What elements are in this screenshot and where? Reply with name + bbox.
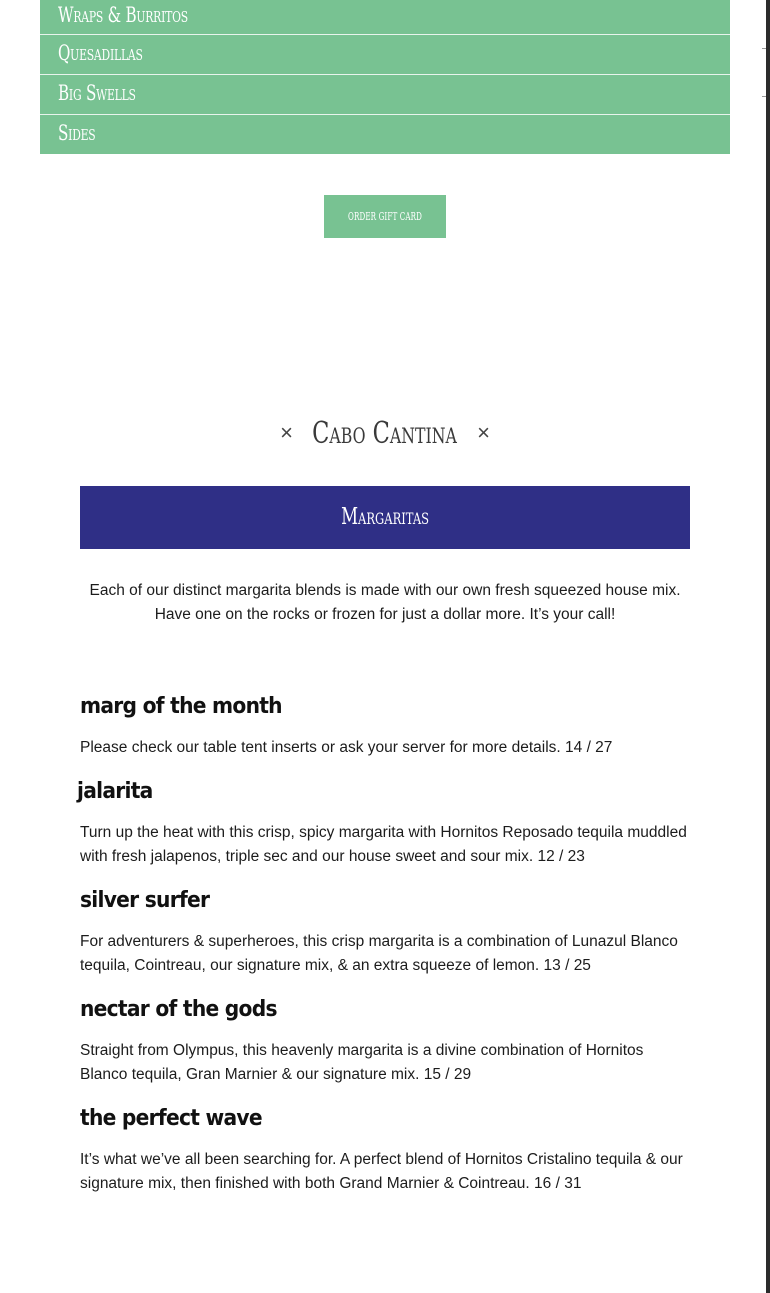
item-name: marg of the month xyxy=(80,694,282,719)
rail-tick xyxy=(762,96,766,97)
page-scrollbar-edge xyxy=(766,0,770,1293)
category-quesadillas[interactable] xyxy=(40,35,730,75)
category-label: Sides xyxy=(58,121,96,145)
item-name: silver surfer xyxy=(80,888,210,913)
restaurant-brand-heading xyxy=(0,416,770,451)
rail-tick xyxy=(762,48,766,49)
brand-right-mark: × xyxy=(477,420,490,445)
item-description: Straight from Olympus, this heavenly margarita is a divine combination of Hornitos Blanco tequila, Gran Marnier & our signature mix. 15 / 29 xyxy=(80,1042,644,1083)
category-big-swells[interactable] xyxy=(40,75,730,115)
item-description: Please check our table tent inserts or ask your server for more details. 14 / 27 xyxy=(80,739,613,756)
menu-item xyxy=(80,884,695,978)
item-description: For adventurers & superheroes, this crisp margarita is a combination of Lunazul Blanco tequila, Cointreau, our signature mix, & an extra squeeze of lemon. 13 / 25 xyxy=(80,933,678,974)
order-gift-card-button[interactable] xyxy=(324,195,446,238)
item-name: nectar of the gods xyxy=(80,997,277,1022)
menu-item xyxy=(80,690,695,760)
menu-item xyxy=(80,1102,695,1196)
item-name: the perfect wave xyxy=(80,1106,262,1131)
item-description: It’s what we’ve all been searching for. A perfect blend of Hornitos Cristalino tequila & our signature mix, then finished with both Grand Marnier & Cointreau. 16 / 31 xyxy=(80,1151,683,1192)
brand-name: Cabo Cantina xyxy=(312,416,458,451)
category-label: Wraps & Burritos xyxy=(58,3,188,27)
category-label: Quesadillas xyxy=(58,41,143,65)
category-wraps-burritos[interactable] xyxy=(40,0,730,35)
item-description: Turn up the heat with this crisp, spicy margarita with Hornitos Reposado tequila muddled with fresh jalapenos, triple sec and our house sweet and sour mix. 12 / 23 xyxy=(80,824,687,865)
menu-item xyxy=(80,993,695,1087)
brand-left-mark: × xyxy=(280,420,293,445)
category-label: Big Swells xyxy=(58,81,136,105)
category-sides[interactable] xyxy=(40,115,730,154)
section-title: Margaritas xyxy=(341,504,429,530)
menu-category-list xyxy=(40,0,730,154)
section-intro: Each of our distinct margarita blends is made with our own fresh squeezed house mix. Have one on the rocks or frozen for just a dollar more. It’s your call! xyxy=(89,582,681,623)
gift-card-label: ORDER GIFT CARD xyxy=(347,210,423,223)
section-title-banner xyxy=(80,486,690,549)
item-name: jalarita xyxy=(77,779,153,804)
menu-item xyxy=(77,775,695,869)
